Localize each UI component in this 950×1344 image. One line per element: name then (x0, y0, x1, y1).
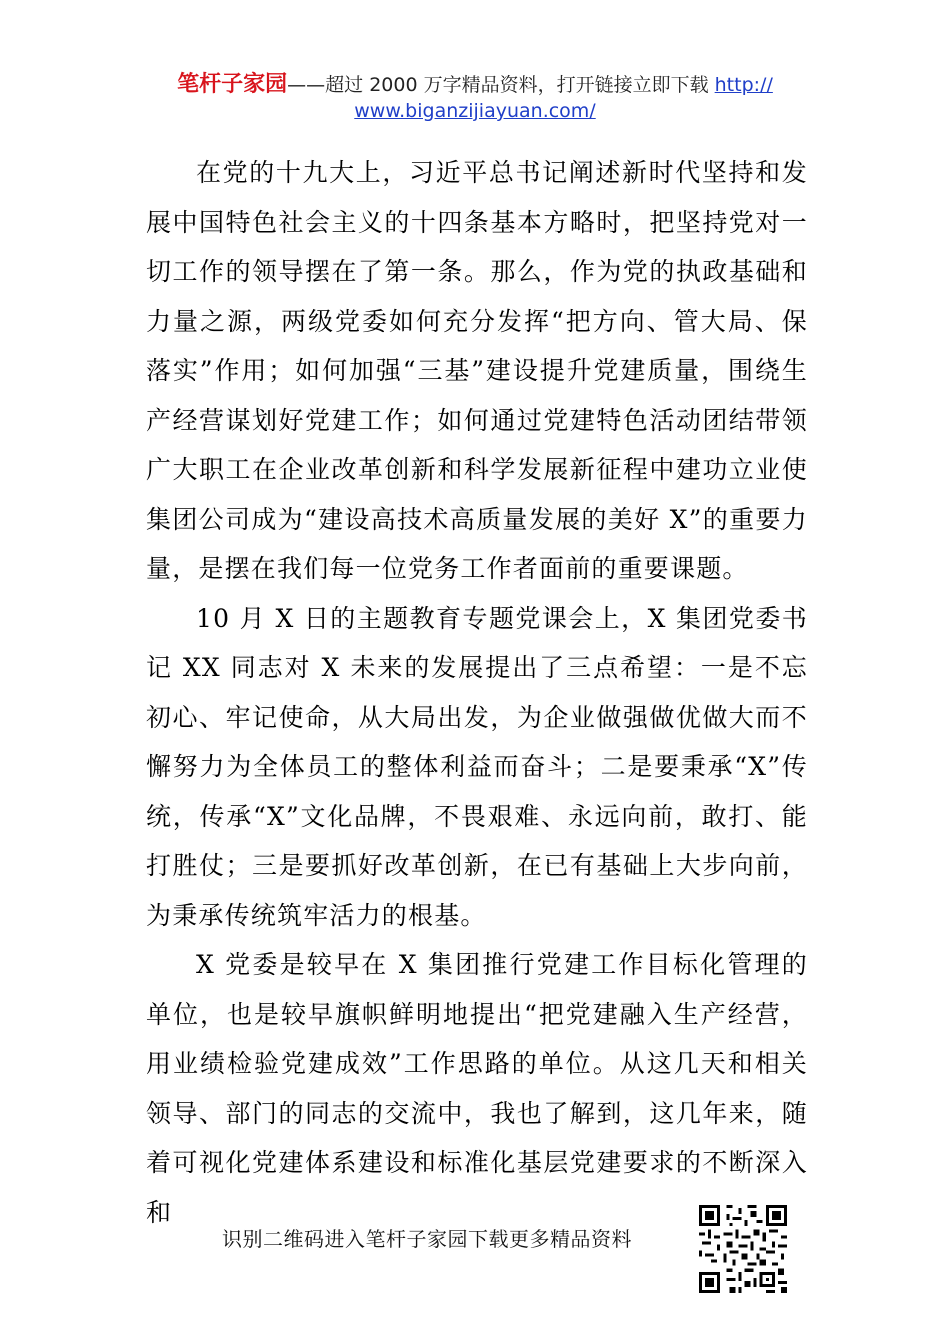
footer-caption: 识别二维码进入笔杆子家园下载更多精品资料 (222, 1227, 632, 1251)
page-footer (0, 1205, 950, 1305)
qr-code-icon[interactable] (699, 1205, 787, 1293)
paragraph-1: 在党的十九大上，习近平总书记阐述新时代坚持和发展中国特色社会主义的十四条基本方略时，把坚持党对一切工作的领导摆在了第一条。那么，作为党的执政基础和力量之源，两级党委如何充分发挥“把方向、管大局、保落实”作用；如何加强“三基”建设提升党建质量，围绕生产经营谋划好党建工作；如何通过党建特色活动团结带领广大职工在企业改革创新和科学发展新征程中建功立业使集团公司成为“建设高技术高质量发展的美好 X”的重要力量，是摆在我们每一位党务工作者面前的重要课题。 (146, 158, 808, 583)
site-link-part2[interactable]: www.biganzijiayuan.com/ (354, 100, 596, 122)
document-body (146, 148, 808, 1237)
header-tagline: ——超过 2000 万字精品资料，打开链接立即下载 (287, 74, 715, 96)
paragraph-2: 10 月 X 日的主题教育专题党课会上，X 集团党委书记 XX 同志对 X 未来的发展提出了三点希望：一是不忘初心、牢记使命，从大局出发，为企业做强做优做大而不懈努力为全体员工的整体利益而奋斗；二是要秉承“X”传统，传承“X”文化品牌，不畏艰难、永远向前，敢打、能打胜仗；三是要抓好改革创新，在已有基础上大步向前，为秉承传统筑牢活力的根基。 (146, 603, 808, 930)
paragraph-3: X 党委是较早在 X 集团推行党建工作目标化管理的单位，也是较早旗帜鲜明地提出“把党建融入生产经营，用业绩检验党建成效”工作思路的单位。从这几天和相关领导、部门的同志的交流中，我也了解到，这几年来，随着可视化党建体系建设和标准化基层党建要求的不断深入和 (146, 950, 808, 1227)
site-link-part1[interactable]: http:// (714, 74, 773, 96)
brand-name: 笔杆子家园 (177, 72, 288, 97)
page-header (0, 72, 950, 124)
